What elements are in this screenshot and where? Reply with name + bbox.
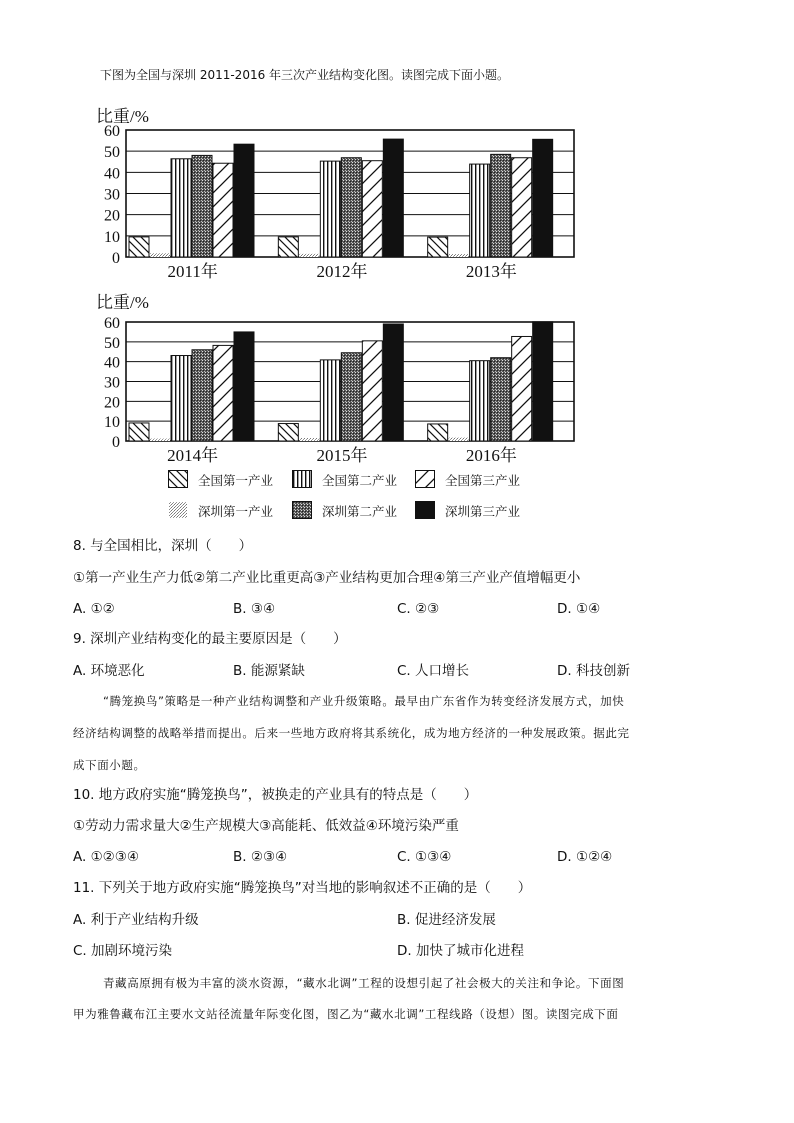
- bar-national-primary: [278, 237, 298, 257]
- bar-shenzhen-secondary: [192, 350, 212, 441]
- chart-legend: [168, 468, 568, 524]
- q9-option-c[interactable]: C. 人口增长: [397, 663, 470, 679]
- y-tick-label: 0: [112, 250, 120, 267]
- passage1-line-2: 经济结构调整的战略举措而提出。后来一些地方政府将其系统化，成为地方经济的一种发展政策。据此完: [73, 726, 630, 740]
- q8-option-c[interactable]: C. ②③: [397, 601, 440, 617]
- bar-national-tertiary: [213, 345, 233, 441]
- x-tick-label: 2012年: [316, 262, 368, 281]
- q10-option-d[interactable]: D. ①②④: [557, 849, 613, 865]
- bar-national-secondary: [320, 360, 340, 441]
- legend-swatch: [292, 470, 312, 488]
- q11-stem: 11. 下列关于地方政府实施“腾笼换鸟”对当地的影响叙述不正确的是（ ）: [73, 880, 532, 896]
- bar-national-secondary: [171, 356, 191, 441]
- x-tick-label: 2016年: [465, 446, 517, 465]
- q10-option-c[interactable]: C. ①③④: [397, 849, 452, 865]
- legend-label: 全国第三产业: [445, 473, 521, 488]
- bar-shenzhen-secondary: [341, 353, 361, 441]
- passage2-line-2: 甲为雅鲁藏布江主要水文站径流量年际变化图，图乙为“藏水北调”工程线路（设想）图。读图完成下面: [73, 1007, 619, 1021]
- bar-shenzhen-primary: [449, 254, 469, 257]
- y-tick-label: 10: [104, 414, 120, 432]
- y-axis-label: 比重/%: [96, 107, 149, 126]
- bar-shenzhen-tertiary: [234, 332, 254, 441]
- legend-label: 全国第二产业: [322, 473, 398, 488]
- bar-shenzhen-secondary: [341, 158, 361, 257]
- q9-option-a[interactable]: A. 环境恶化: [73, 663, 145, 679]
- bar-national-tertiary: [512, 336, 532, 441]
- q9-option-d[interactable]: D. 科技创新: [557, 663, 630, 679]
- y-tick-label: 40: [104, 165, 120, 183]
- q8-option-b[interactable]: B. ③④: [233, 601, 276, 617]
- q11-option-b[interactable]: B. 促进经济发展: [397, 912, 496, 928]
- passage2-line-1: 青藏高原拥有极为丰富的淡水资源，“藏水北调”工程的设想引起了社会极大的关注和争论。下面图: [103, 976, 625, 990]
- bar-shenzhen-tertiary: [383, 139, 403, 257]
- legend-swatch: [292, 501, 312, 519]
- q10-stem: 10. 地方政府实施“腾笼换鸟”，被换走的产业具有的特点是（ ）: [73, 787, 478, 803]
- q11-option-a[interactable]: A. 利于产业结构升级: [73, 912, 199, 928]
- q8-option-d[interactable]: D. ①④: [557, 601, 601, 617]
- q9-option-b[interactable]: B. 能源紧缺: [233, 663, 305, 679]
- bar-shenzhen-primary: [299, 438, 319, 441]
- y-tick-label: 20: [104, 207, 120, 225]
- passage1-line-3: 成下面小题。: [73, 758, 146, 772]
- y-tick-label: 0: [112, 434, 120, 451]
- chart-bottom: [94, 288, 594, 465]
- bar-shenzhen-tertiary: [383, 324, 403, 441]
- q11-option-d[interactable]: D. 加快了城市化进程: [397, 943, 524, 959]
- bar-national-primary: [129, 237, 149, 257]
- bar-shenzhen-secondary: [491, 154, 511, 257]
- bar-national-secondary: [470, 361, 490, 441]
- legend-label: 深圳第一产业: [198, 504, 274, 519]
- legend-swatch: [168, 501, 188, 519]
- bar-shenzhen-secondary: [192, 155, 212, 257]
- bar-national-primary: [278, 424, 298, 441]
- bar-shenzhen-tertiary: [234, 144, 254, 257]
- y-tick-label: 60: [104, 123, 120, 140]
- bar-national-tertiary: [213, 163, 233, 257]
- bar-shenzhen-primary: [299, 254, 319, 257]
- bar-national-tertiary: [362, 341, 382, 441]
- legend-label: 深圳第三产业: [445, 504, 521, 519]
- y-tick-label: 20: [104, 394, 120, 412]
- intro-text: 下图为全国与深圳 2011-2016 年三次产业结构变化图。读图完成下面小题。: [100, 68, 510, 82]
- bar-shenzhen-secondary: [491, 358, 511, 441]
- legend-swatch: [168, 470, 188, 488]
- x-tick-label: 2015年: [316, 446, 368, 465]
- passage1-line-1: “腾笼换鸟”策略是一种产业结构调整和产业升级策略。最早由广东省作为转变经济发展方式，加快: [103, 694, 625, 708]
- q10-option-b[interactable]: B. ②③④: [233, 849, 288, 865]
- q9-stem: 9. 深圳产业结构变化的最主要原因是（ ）: [73, 631, 347, 647]
- q10-option-a[interactable]: A. ①②③④: [73, 849, 139, 865]
- y-tick-label: 30: [104, 374, 120, 392]
- y-tick-label: 30: [104, 186, 120, 204]
- y-tick-label: 10: [104, 228, 120, 246]
- y-tick-label: 50: [104, 334, 120, 352]
- y-tick-label: 60: [104, 315, 120, 332]
- bar-national-tertiary: [362, 161, 382, 257]
- legend-label: 深圳第二产业: [322, 504, 398, 519]
- y-tick-label: 40: [104, 354, 120, 372]
- legend-swatch: [415, 501, 435, 519]
- chart-top: [94, 102, 594, 281]
- bar-national-primary: [129, 423, 149, 441]
- y-tick-label: 50: [104, 144, 120, 162]
- q8-stem: 8. 与全国相比，深圳（ ）: [73, 538, 253, 554]
- q8-option-a[interactable]: A. ①②: [73, 601, 115, 617]
- q8-statements: ①第一产业生产力低②第二产业比重更高③产业结构更加合理④第三产业产值增幅更小: [73, 570, 581, 586]
- x-tick-label: 2014年: [167, 446, 219, 465]
- y-axis-label: 比重/%: [96, 293, 149, 312]
- legend-swatch: [415, 470, 435, 488]
- bar-national-primary: [428, 424, 448, 441]
- bar-shenzhen-primary: [150, 439, 170, 441]
- bar-national-secondary: [171, 159, 191, 257]
- legend-label: 全国第一产业: [198, 473, 274, 488]
- bar-national-secondary: [320, 161, 340, 257]
- bar-shenzhen-tertiary: [533, 139, 553, 257]
- bar-national-secondary: [470, 164, 490, 257]
- q10-statements: ①劳动力需求量大②生产规模大③高能耗、低效益④环境污染严重: [73, 818, 459, 834]
- bar-shenzhen-primary: [150, 253, 170, 257]
- bar-national-tertiary: [512, 158, 532, 257]
- bar-shenzhen-tertiary: [533, 322, 553, 441]
- bar-shenzhen-primary: [449, 438, 469, 441]
- q11-option-c[interactable]: C. 加剧环境污染: [73, 943, 173, 959]
- bar-national-primary: [428, 237, 448, 257]
- x-tick-label: 2011年: [167, 262, 218, 281]
- x-tick-label: 2013年: [465, 262, 517, 281]
